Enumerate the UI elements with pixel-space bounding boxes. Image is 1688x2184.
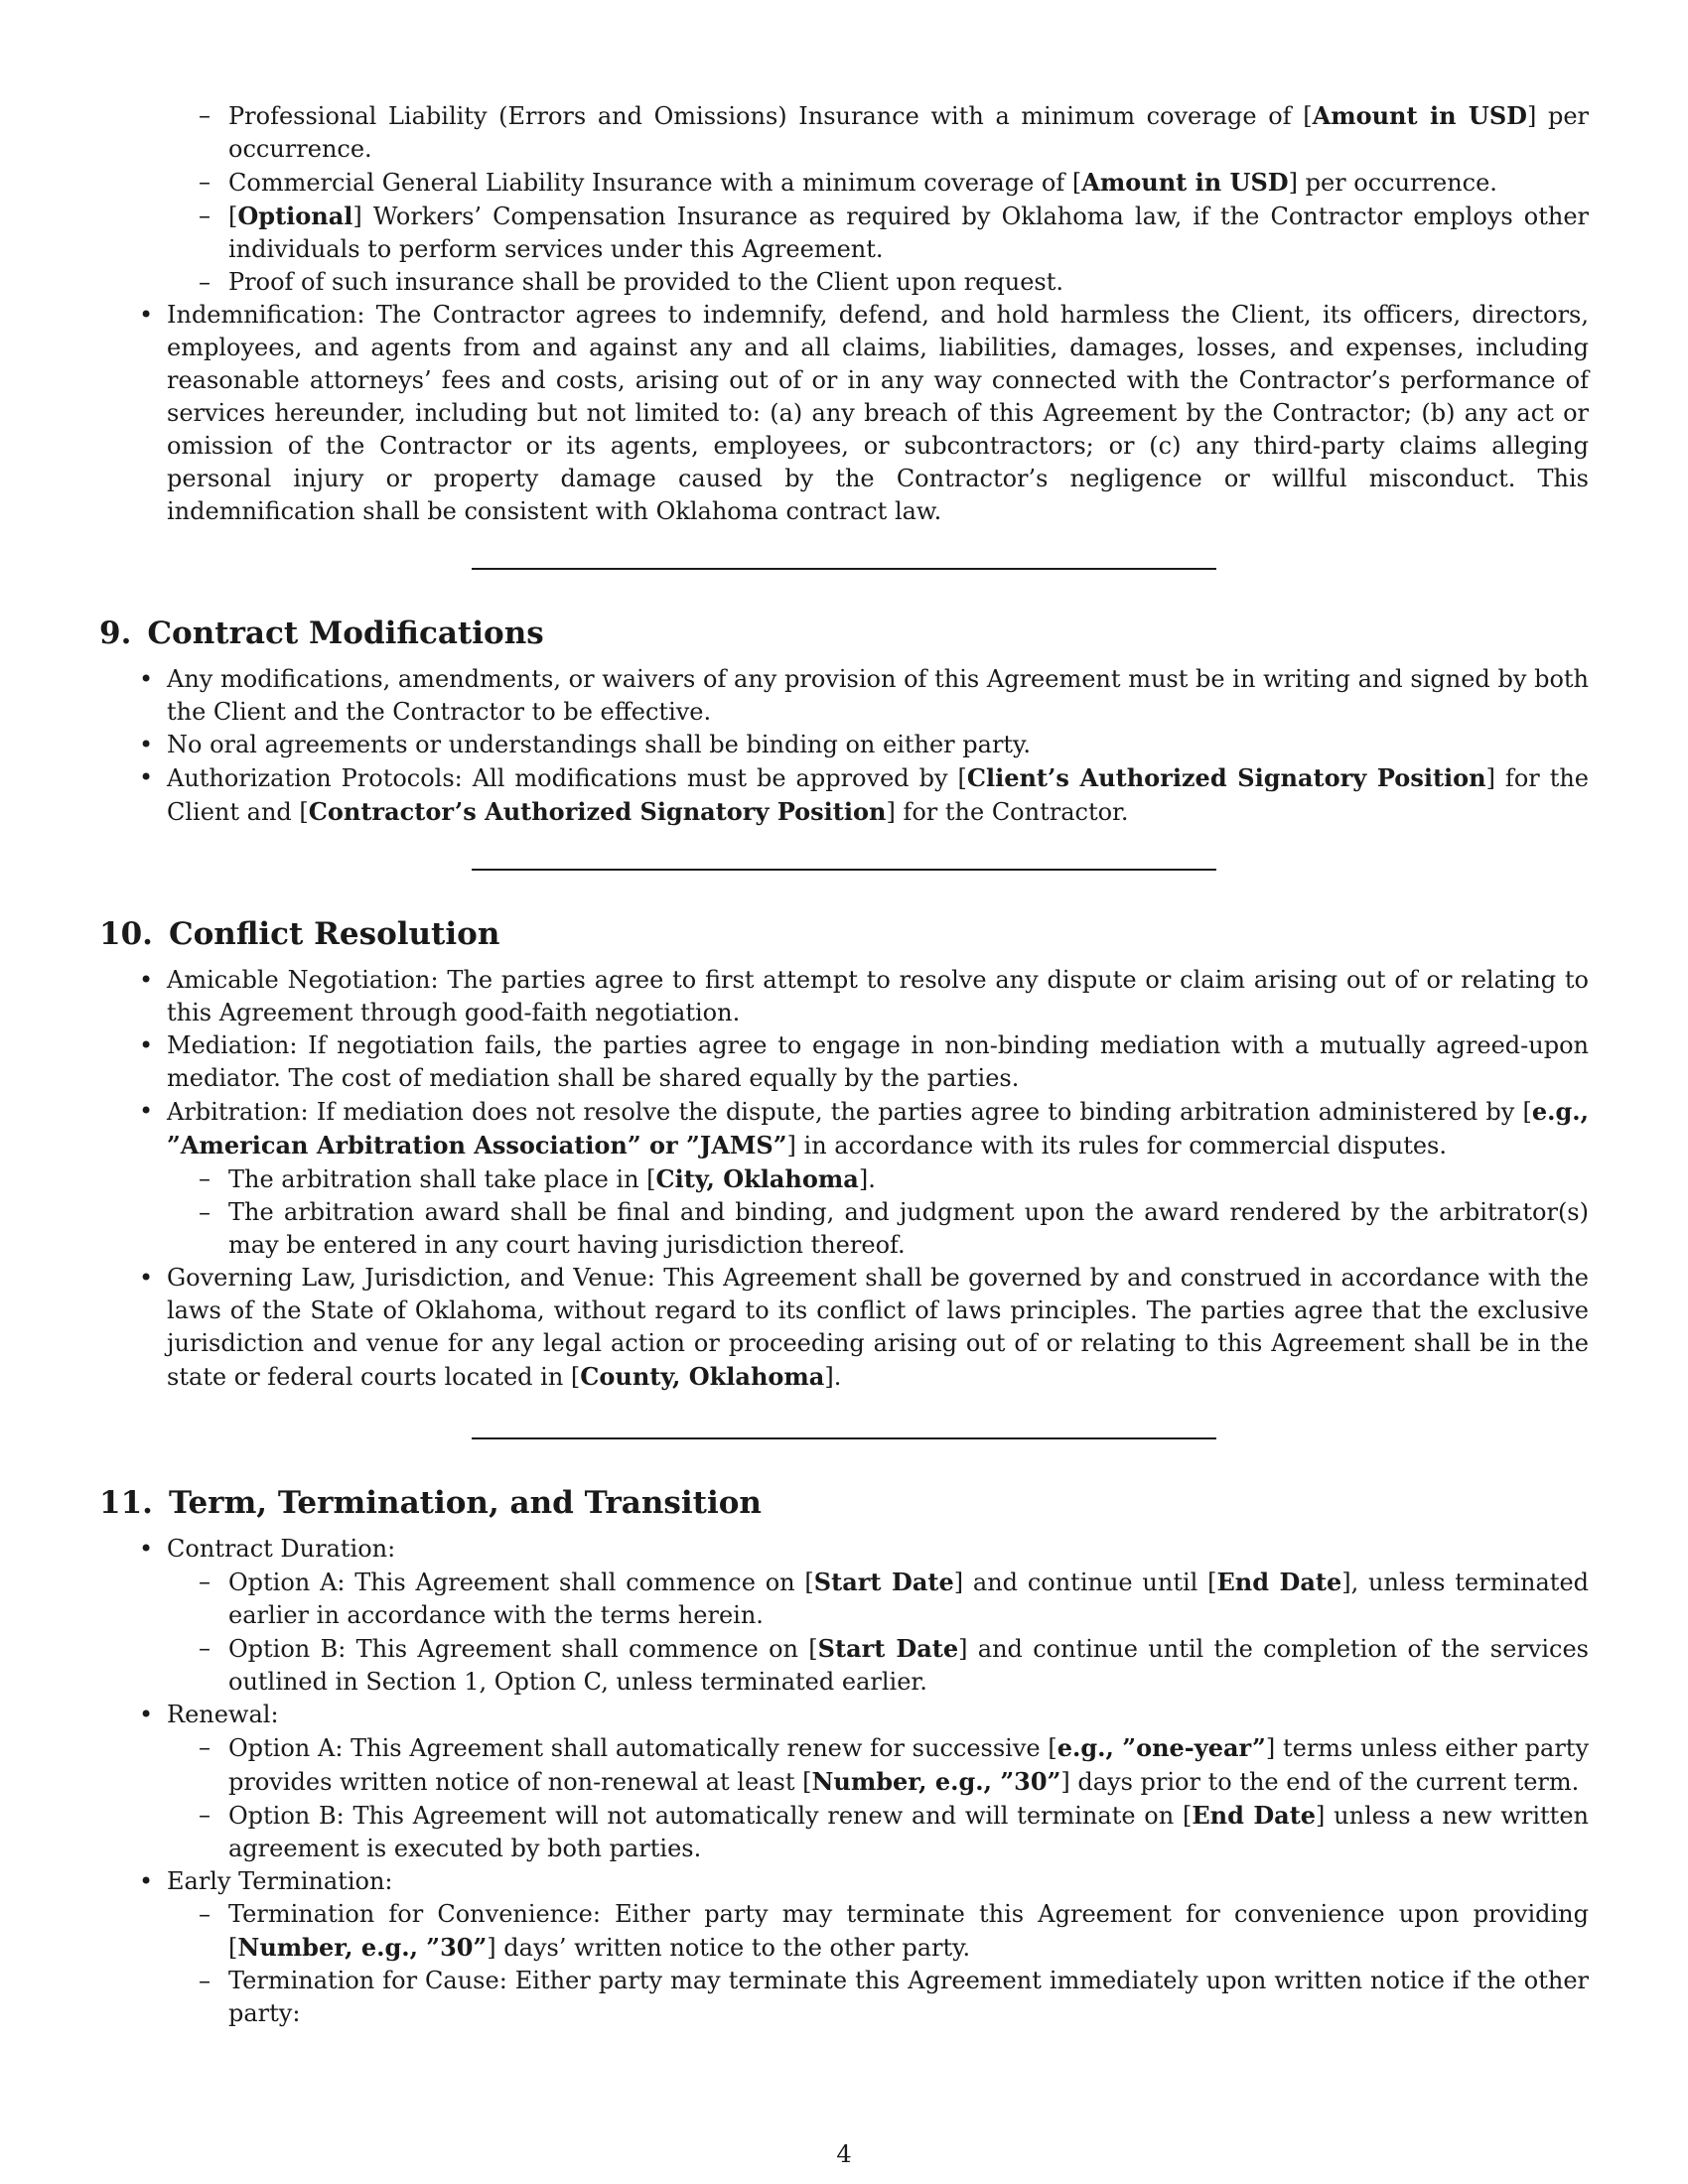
placeholder-field: End Date bbox=[1192, 1801, 1317, 1830]
section-heading: 11. Term, Termination, and Transition bbox=[99, 1485, 762, 1521]
section-list bbox=[99, 964, 1589, 1162]
section-list bbox=[99, 1865, 1589, 1898]
list-item: – Option A: This Agreement shall automatically renew for successive [e.g., ”one-year”] terms unless either party provides written notice of non-renewal at least [Number, e.g., ”30”] days prior to the end of the current term. bbox=[99, 1731, 1589, 1799]
section-heading: 10. Conflict Resolution bbox=[99, 916, 500, 952]
early-termination-sublist bbox=[99, 1898, 1589, 2030]
list-item: • Amicable Negotiation: The parties agree to first attempt to resolve any dispute or claim arising out of or relating to this Agreement through good-faith negotiation. bbox=[99, 964, 1589, 1029]
insurance-sublist bbox=[99, 99, 1589, 299]
list-item: • Renewal: bbox=[99, 1699, 1589, 1731]
list-item: – Option B: This Agreement shall commence on [Start Date] and continue until the completion of the services outlined in Section 1, Option C, unless terminated earlier. bbox=[99, 1632, 1589, 1699]
section-divider bbox=[472, 869, 1216, 871]
list-item: • Mediation: If negotiation fails, the parties agree to engage in non-binding mediation with a mutually agreed-upon mediator. The cost of mediation shall be shared equally by the parties. bbox=[99, 1029, 1589, 1095]
placeholder-field: Optional bbox=[237, 202, 353, 230]
list-item: • Arbitration: If mediation does not resolve the dispute, the parties agree to binding arbitration administered by [e.g., ”American Arbitration Association” or ”JAMS”] in accordance with its rules for commercial disputes. bbox=[99, 1095, 1589, 1162]
placeholder-field: Number, e.g., ”30” bbox=[237, 1933, 488, 1962]
list-item: – The arbitration award shall be final and binding, and judgment upon the award rendered by the arbitrator(s) may be entered in any court having jurisdiction thereof. bbox=[99, 1196, 1589, 1262]
placeholder-field: Number, e.g., ”30” bbox=[811, 1767, 1061, 1796]
list-item: – [Optional] Workers’ Compensation Insurance as required by Oklahoma law, if the Contractor employs other individuals to perform services under this Agreement. bbox=[99, 200, 1589, 266]
placeholder-field: Amount in USD bbox=[1081, 168, 1289, 197]
indemnification-list bbox=[99, 299, 1589, 528]
section-list bbox=[99, 1699, 1589, 1731]
section-list bbox=[99, 663, 1589, 829]
list-item: – Option A: This Agreement shall commence on [Start Date] and continue until [End Date], unless terminated earlier in accordance with the terms herein. bbox=[99, 1566, 1589, 1632]
section-divider bbox=[472, 1437, 1216, 1439]
placeholder-field: e.g., ”one-year” bbox=[1056, 1733, 1266, 1762]
list-item: – Commercial General Liability Insurance with a minimum coverage of [Amount in USD] per occurrence. bbox=[99, 166, 1589, 200]
duration-sublist bbox=[99, 1566, 1589, 1699]
placeholder-field: Client’s Authorized Signatory Position bbox=[966, 763, 1486, 792]
page-content bbox=[99, 99, 1589, 2030]
placeholder-field: City, Oklahoma bbox=[655, 1164, 859, 1193]
list-item: – Option B: This Agreement will not automatically renew and will terminate on [End Date] unless a new written agreement is executed by both parties. bbox=[99, 1799, 1589, 1865]
list-item: • Early Termination: bbox=[99, 1865, 1589, 1898]
placeholder-field: e.g., ”American Arbitration Association” or ”JAMS” bbox=[167, 1097, 1589, 1160]
page-number: 4 bbox=[836, 2140, 852, 2168]
renewal-sublist bbox=[99, 1731, 1589, 1865]
section-divider bbox=[472, 568, 1216, 570]
section-list bbox=[99, 1262, 1589, 1394]
list-item: – Termination for Convenience: Either party may terminate this Agreement for convenience upon providing [Number, e.g., ”30”] days’ written notice to the other party. bbox=[99, 1898, 1589, 1965]
list-item: • Contract Duration: bbox=[99, 1533, 1589, 1566]
placeholder-field: End Date bbox=[1216, 1568, 1342, 1596]
placeholder-field: Start Date bbox=[817, 1634, 959, 1663]
list-item: – The arbitration shall take place in [City, Oklahoma]. bbox=[99, 1162, 1589, 1196]
list-item: • Any modifications, amendments, or waivers of any provision of this Agreement must be in writing and signed by both the Client and the Contractor to be effective. bbox=[99, 663, 1589, 729]
list-item: – Professional Liability (Errors and Omissions) Insurance with a minimum coverage of [Amount in USD] per occurrence. bbox=[99, 99, 1589, 166]
placeholder-field: Amount in USD bbox=[1312, 101, 1527, 130]
list-item: • No oral agreements or understandings shall be binding on either party. bbox=[99, 729, 1589, 761]
placeholder-field: County, Oklahoma bbox=[580, 1362, 825, 1391]
list-item: • Governing Law, Jurisdiction, and Venue: This Agreement shall be governed by and construed in accordance with the laws of the State of Oklahoma, without regard to its conflict of laws principles. The parties agree that the exclusive jurisdiction and venue for any legal action or proceeding arising out of or relating to this Agreement shall be in the state or federal courts located in [County, Oklahoma]. bbox=[99, 1262, 1589, 1394]
list-item: • Authorization Protocols: All modifications must be approved by [Client’s Authorized Signatory Position] for the Client and [Contractor’s Authorized Signatory Position] for the Contractor. bbox=[99, 761, 1589, 829]
placeholder-field: Start Date bbox=[813, 1568, 954, 1596]
list-item: • Indemnification: The Contractor agrees to indemnify, defend, and hold harmless the Client, its officers, directors, employees, and agents from and against any and all claims, liabilities, damages, losses, and expenses, including reasonable attorneys’ fees and costs, arising out of or in any way connected with the Contractor’s performance of services hereunder, including but not limited to: (a) any breach of this Agreement by the Contractor; (b) any act or omission of the Contractor or its agents, employees, or subcontractors; or (c) any third-party claims alleging personal injury or property damage caused by the Contractor’s negligence or willful misconduct. This indemnification shall be consistent with Oklahoma contract law. bbox=[99, 299, 1589, 528]
placeholder-field: Contractor’s Authorized Signatory Position bbox=[308, 797, 887, 826]
section-heading: 9. Contract Modifications bbox=[99, 615, 544, 651]
list-item: – Termination for Cause: Either party may terminate this Agreement immediately upon written notice if the other party: bbox=[99, 1965, 1589, 2030]
arbitration-sublist bbox=[99, 1162, 1589, 1262]
list-item: – Proof of such insurance shall be provided to the Client upon request. bbox=[99, 266, 1589, 299]
section-list bbox=[99, 1533, 1589, 1566]
